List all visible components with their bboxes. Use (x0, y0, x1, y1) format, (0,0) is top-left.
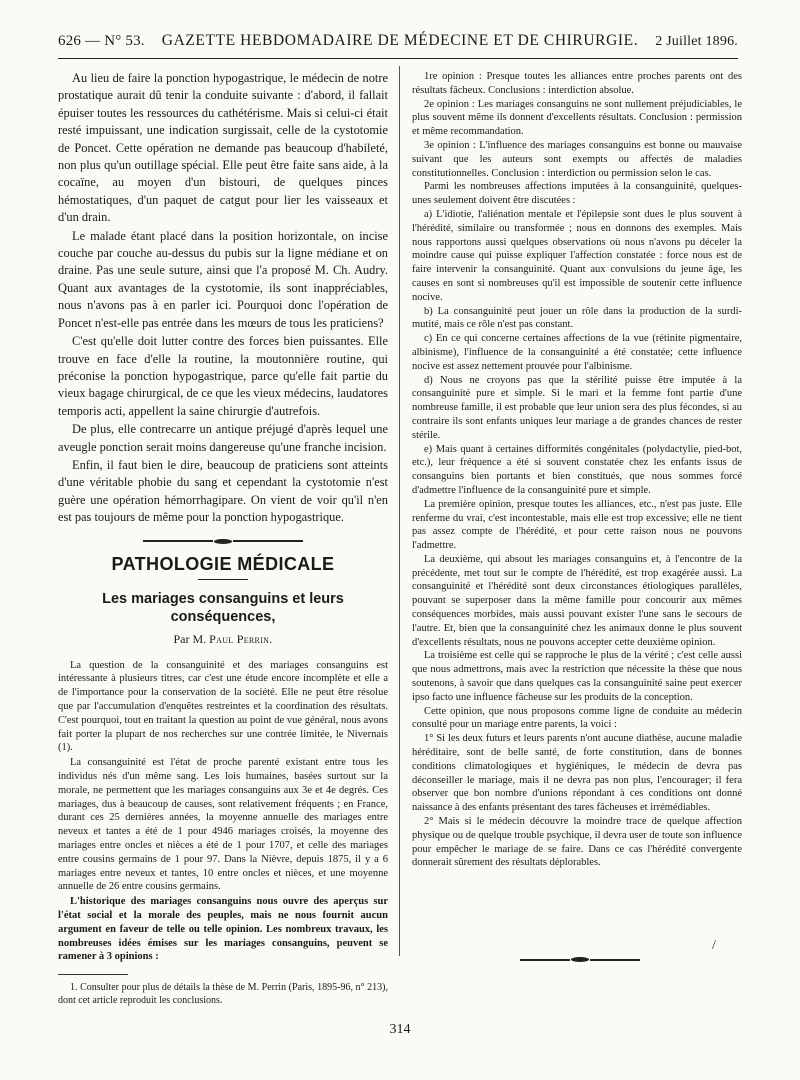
page-reference: 626 — N° 53. (58, 33, 145, 49)
paragraph: La première opinion, presque toutes les alliances, etc., n'est pas juste. Elle renferme du vrai, c'est incontestable, mais elle est trop excessive; elle ne tient pas assez compte de l'hérédité, et pour cette raison nous ne pouvons l'admettre. (412, 498, 742, 552)
byline-prefix: Par M. (173, 631, 207, 646)
byline (58, 632, 388, 647)
section-heading: PATHOLOGIE MÉDICALE (111, 553, 335, 574)
page-number: 314 (389, 1022, 411, 1037)
paragraph: d) Nous ne croyons pas que la stérilité puisse être imputée à la consanguinité pure et simple. Si le mari et la femme font partie d'une nombreuse famille, il est probable que leur union sera des plus fécondes, si au contraire ils sont enfants uniques leur mariage a de grandes chances de rester stérile. (412, 374, 742, 441)
paragraph: e) Mais quant à certaines difformités congénitales (polydactylie, pied-bot, etc.), leur fréquence a été si souvent constatée chez les enfants issus de consanguins bien portants et bien constitués, que nous sommes forcé d'admettre l'influence de la consanguinité pure et simple. (412, 443, 742, 496)
paragraph: La consanguinité est l'état de proche parenté existant entre tous les individus nés d'un même sang. Les lois humaines, basées surtout sur la morale, ne permettent que les mariages consanguins aux 3e et 4e degrés. Ces mariages, dus à beaucoup de causes, sont relativement fréquents ; en France, durant ces 25 dernières années, la moyenne annuelle des mariages entre neveux et tantes a été de 1 pour 4946 mariages croisés, la moyenne des mariages entre oncles et nièces a été de 1 pour 1707, et celle des mariages entre cousins germains de 1 pour 97. Dans la Nièvre, depuis 1875, il y a 6 mariages entre neveux et tantes, 10 entre oncles et nièces, et une moyenne annuelle de 26 entre cousins germains. (58, 757, 388, 893)
end-ornament (520, 957, 640, 962)
paragraph: Cette opinion, que nous proposons comme ligne de conduite au médecin consulté pour un mariage entre parents, la voici : (412, 705, 742, 731)
paragraph: b) La consanguinité peut jouer un rôle dans la production de la surdi-mutité, mais ce rôle n'est pas constant. (412, 305, 742, 331)
paragraph: De plus, elle contrecarre un antique préjugé d'après lequel une aveugle ponction serait moins dangereuse qu'une franche incision. (58, 422, 388, 454)
paragraph: Le malade étant placé dans la position horizontale, on incise couche par couche au-dessus du pubis sur la ligne médiane et on draine. Pas une seule suture, ainsi que l'a proposé M. Ch. Audry. Quant aux avantages de la cystotomie, ils sont inappréciables, nous n'avons pas à en parler ici. Pourquoi donc l'opération de Poncet n'est-elle pas entrée dans les mœurs de tous les praticiens? (58, 228, 388, 330)
paragraph: La question de la consanguinité et des mariages consanguins est intéressante à plusieurs titres, car c'est une étude encore incomplète et elle a de l'importance pour la conservation de la société. Elle ne peut être résolue que par l'accumulation d'enquêtes restreintes et la coordination des résultats. C'est pourquoi, tout en traitant la question au point de vue général, nous avons fait porter la plupart de nos recherches sur une contrée limitée, le Nivernais (1). (58, 659, 388, 754)
paragraph: 2° Mais si le médecin découvre la moindre trace de quelque affection physique ou de quelque trouble psychique, il devra user de toute son influence pour empêcher le mariage de se faire. Dans ce cas l'hérédité convergente donnerait sûrement des résultats déplorables. (412, 816, 742, 869)
issue-date: 2 Juillet 1896. (655, 34, 738, 49)
paragraph: 1° Si les deux futurs et leurs parents n'ont aucune diathèse, aucune maladie héréditaire, sont de belle santé, de forte constitution, dans de bonnes conditions climatologiques et hygiéniques, le médecin de devra pas déconseiller le mariage, mais il ne devra pas non plus, l'encourager; il fera observer que bon nombre d'unions répondant à ces conditions ont donné naissance à des enfants présentant des tares fâcheuses et irrémédiables. (412, 733, 742, 814)
header-rule (58, 58, 738, 59)
paragraph: a) L'idiotie, l'aliénation mentale et l'épilepsie sont dues le plus souvent à l'hérédité, similaire ou transformée ; nous en donnons des exemples. Mais nous rapportons aussi quelques observations où nous n'avons pu déceler la moindre cause qui puisse expliquer l'affection constatée : force nous est de faire intervenir la consanguinité. Quant aux convulsions du jeune âge, les causes en sont si nombreuses qu'il est impossible de soutenir cette influence nocive. (412, 208, 742, 303)
right-column (412, 70, 742, 870)
paragraph: 3e opinion : L'influence des mariages consanguins est bonne ou mauvaise suivant que les auteurs sont exempts ou affectés de maladies constitutionnelles. Conclusion : interdiction ou permission selon le cas. (412, 139, 742, 179)
author-name: Paul Perrin. (209, 631, 273, 646)
surgery-text (58, 70, 388, 527)
column-divider (399, 66, 400, 956)
article-title: Les mariages consanguins et leurs conséquences, (102, 590, 344, 625)
heading-rule (198, 579, 248, 580)
article-body (58, 659, 388, 965)
paragraph: L'historique des mariages consanguins nous ouvre des aperçus sur l'état social et la morale des peuples, mais ne nous fournit aucun argument en faveur de telle ou telle opinion. Les nombreux travaux, les nombreuses idées émises sur les mariages consanguins, peuvent se ramener à 3 opinions : (58, 896, 388, 963)
paragraph: Parmi les nombreuses affections imputées à la consanguinité, quelques-unes seulement doivent être discutées : (412, 181, 742, 207)
left-column (58, 70, 388, 1007)
paragraph: 1re opinion : Presque toutes les alliances entre proches parents ont des résultats fâcheux. Conclusions : interdiction absolue. (412, 71, 742, 96)
paragraph: c) En ce qui concerne certaines affections de la vue (rétinite pigmentaire, albinisme), l'influence de la consanguinité a été constatée; cette influence nocive est assez nettement prouvée pour l'albinisme. (412, 333, 742, 372)
footnote-rule (58, 974, 128, 975)
footnote: 1. Consulter pour plus de détails la thèse de M. Perrin (Paris, 1895-96, n° 213), dont cet article reproduit les conclusions. (58, 982, 388, 1007)
paragraph: La troisième est celle qui se rapproche le plus de la vérité ; c'est celle aussi que nous admettrons, mais avec la restriction que nécessite la thèse que nous soutenons, à savoir que dans quelques cas la consanguinité saine peut exercer ipso facto une influence fâcheuse sur les produits de la conception. (412, 650, 742, 703)
journal-title: GAZETTE HEBDOMADAIRE DE MÉDECINE ET DE CHIRURGIE. (161, 32, 639, 49)
paragraph: La deuxième, qui absout les mariages consanguins et, à l'encontre de la précédente, met tout sur le compte de l'hérédité, est trop exagérée aussi. La consanguinité et l'hérédité sont deux circonstances étiologiques parallèles, pouvant se superposer dans la même famille pour concourir aux mêmes conséquences morbides, mais aussi pouvant exister l'une sans le secours de l'autre. Et, bien que la consanguinité chez les animaux donne le plus souvent d'excellents résultats, nous ne pouvons accepter cette deuxième opinion. (412, 553, 742, 648)
stray-mark: / (712, 938, 716, 953)
paragraph: Au lieu de faire la ponction hypogastrique, le médecin de notre prostatique aurait dû tenir la conduite suivante : d'abord, il fallait épuiser toutes les ressources du cathétérisme. Mais si celui-ci était resté impuissant, une indication surgissait, celle de la cystotomie de Poncet. Cette opération ne demande pas beaucoup d'habileté, non plus qu'un outillage spécial. Elle peut être faite sans aide, à la cocaïne, au moyen d'un bistouri, de quelques pinces hémostatiques, d'un paquet de catgut pour lier les vaisseaux et d'un drain. (58, 71, 388, 225)
article-continuation (412, 70, 742, 870)
paragraph: 2e opinion : Les mariages consanguins ne sont nullement préjudiciables, le plus souvent même ils donnent d'excellents résultats. Conclusion : permission et même recommandation. (412, 98, 742, 138)
paragraph: C'est qu'elle doit lutter contre des forces bien puissantes. Elle trouve en face d'elle la routine, la moutonnière routine, qui préconise la ponction hypogastrique, parce qu'elle fait partie du vieux bagage chirurgical, de ce que les vieux médecins, laudatores temporis acti, appellent la saine chirurgie d'autrefois. (58, 334, 388, 418)
running-header (58, 32, 738, 50)
section-ornament (58, 539, 388, 544)
paragraph: Enfin, il faut bien le dire, beaucoup de praticiens sont atteints d'une véritable phobie du sang et cependant la cystotomie n'est guère une opération hémorrhagipare. On vient de voir qu'il n'en est pas toujours de même pour la ponction hypogastrique. (58, 457, 388, 525)
